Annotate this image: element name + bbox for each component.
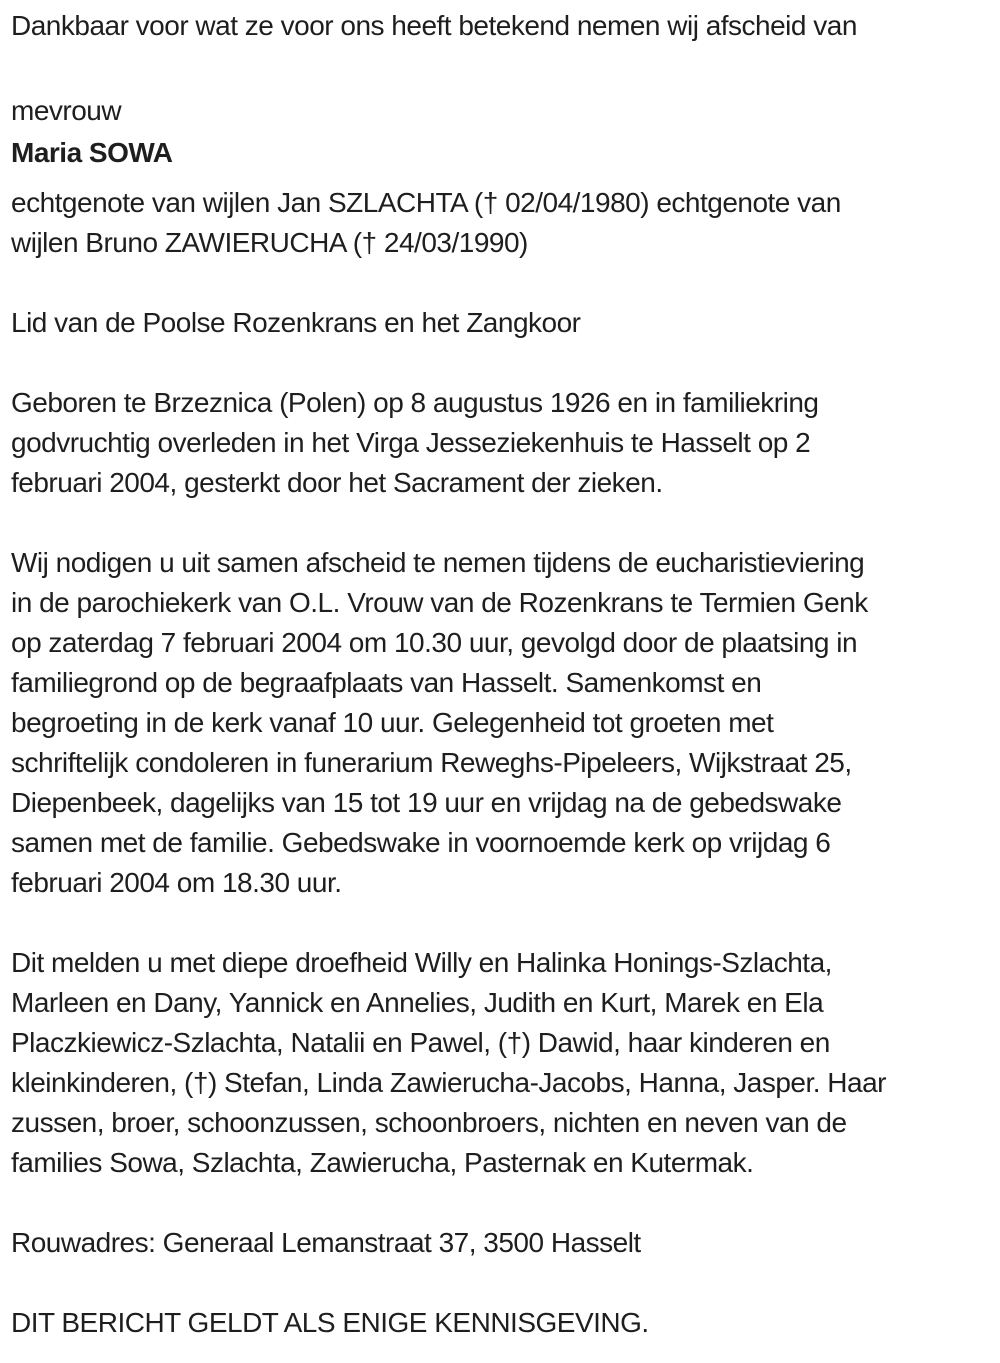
marital-status-text: echtgenote van wijlen Jan SZLACHTA († 02/04/1980) echtgenote van wijlen Bruno ZAWIERUCHA († 24/03/1990) xyxy=(11,187,841,258)
deceased-name: Maria SOWA xyxy=(11,137,173,168)
closing-notice-text: DIT BERICHT GELDT ALS ENIGE KENNISGEVING. xyxy=(11,1307,649,1338)
birth-death-text: Geboren te Brzeznica (Polen) op 8 augustus 1926 en in familiekring godvruchtig overleden in het Virga Jesseziekenhuis te Hasselt op 2 februari 2004, gesterkt door het Sacrament der zieken. xyxy=(11,387,819,498)
mourning-address-text: Rouwadres: Generaal Lemanstraat 37, 3500 Hasselt xyxy=(11,1227,641,1258)
funeral-service-text: Wij nodigen u uit samen afscheid te nemen tijdens de eucharistieviering in de parochiekerk van O.L. Vrouw van de Rozenkrans te Termien Genk op zaterdag 7 februari 2004 om 10.30 uur, gevolgd door de plaatsing in familiegrond op de begraafplaats van Hasselt. Samenkomst en begroeting in de kerk vanaf 10 uur. Gelegenheid tot groeten met schriftelijk condoleren in funerarium Reweghs-Pipeleers, Wijkstraat 25, Diepenbeek, dagelijks van 15 tot 19 uur en vrijdag na de gebedswake samen met de familie. Gebedswake in voornoemde kerk op vrijdag 6 februari 2004 om 18.30 uur. xyxy=(11,547,868,898)
intro-text: Dankbaar voor wat ze voor ons heeft betekend nemen wij afscheid van xyxy=(11,10,857,41)
membership-text: Lid van de Poolse Rozenkrans en het Zangkoor xyxy=(11,307,581,338)
salutation-text: mevrouw xyxy=(11,95,122,126)
family-announcement-text: Dit melden u met diepe droefheid Willy en Halinka Honings-Szlachta, Marleen en Dany, Yannick en Annelies, Judith en Kurt, Marek en Ela Placzkiewicz-Szlachta, Natalii en Pawel, (†) Dawid, haar kinderen en kleinkinderen, (†) Stefan, Linda Zawierucha-Jacobs, Hanna, Jasper. Haar zussen, broer, schoonzussen, schoonbroers, nichten en neven van de families Sowa, Szlachta, Zawierucha, Pasternak en Kutermak. xyxy=(11,947,886,1178)
